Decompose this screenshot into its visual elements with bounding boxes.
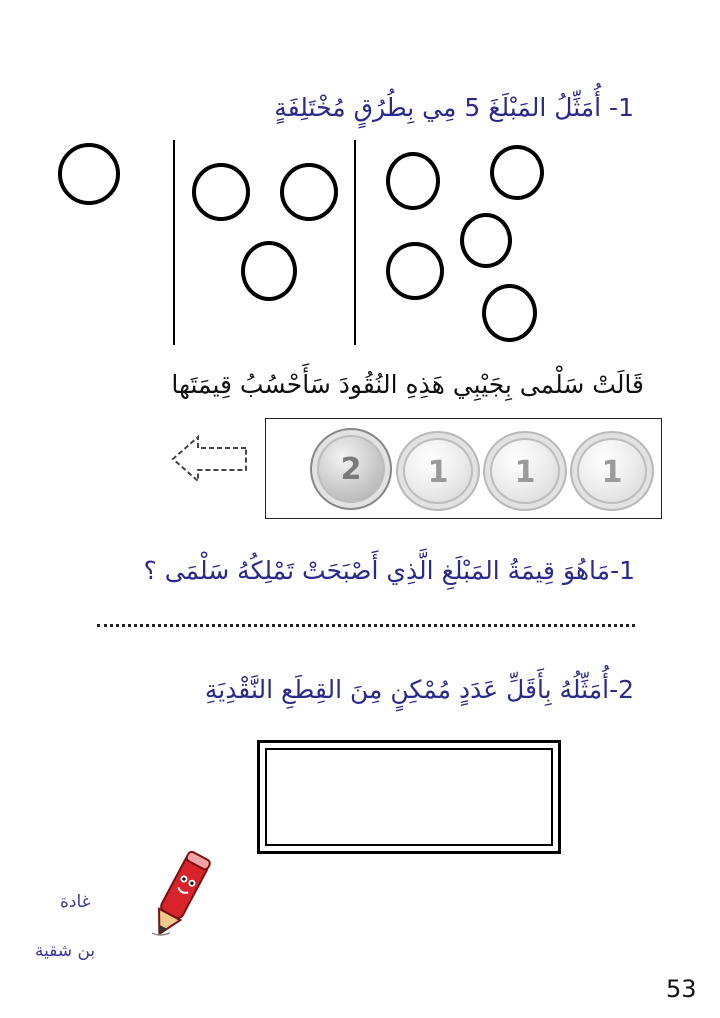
answer-box-inner bbox=[265, 748, 553, 846]
circle-shape bbox=[490, 145, 544, 200]
circle-shape bbox=[482, 284, 537, 342]
circle-shape bbox=[241, 241, 297, 301]
circle-shape bbox=[386, 152, 440, 210]
question-1-title: 1- أُمَثِّلُ المَبْلَغَ 5 مِي بِطُرُقٍ مُخْتَلِفَةٍ bbox=[274, 93, 634, 122]
pencil-icon bbox=[140, 845, 220, 945]
page-number: 53 bbox=[666, 975, 697, 1003]
question-2-title: 1-مَاهُوَ قِيمَةُ المَبْلَغِ الَّذِي أَصْبَحَتْ تَمْلِكُهُ سَلْمَى ؟ bbox=[143, 556, 635, 585]
coins-frame bbox=[265, 418, 662, 519]
coin-1 bbox=[570, 431, 654, 511]
author-first-name: غادة bbox=[60, 892, 91, 912]
coin-label: 1 bbox=[427, 455, 449, 490]
divider-line bbox=[173, 140, 175, 345]
arrow-left-icon bbox=[168, 433, 252, 485]
answer-dotted-line[interactable] bbox=[97, 624, 635, 627]
coin-2 bbox=[310, 428, 392, 510]
divider-line bbox=[354, 140, 356, 345]
question-3-title: 2-أُمَثِّلُهُ بِأَقَلِّ عَدَدٍ مُمْكِنٍ مِنَ القِطَعِ النَّقْدِيَةِ bbox=[204, 675, 634, 704]
circle-shape bbox=[192, 163, 250, 221]
circle-shape bbox=[280, 163, 338, 221]
circle-shape bbox=[460, 213, 512, 268]
circle-shape bbox=[386, 242, 444, 300]
coin-label: 2 bbox=[340, 452, 362, 487]
coin-label: 1 bbox=[601, 455, 623, 490]
author-last-name: بن شقية bbox=[35, 941, 96, 961]
circle-shape bbox=[58, 143, 120, 205]
coin-label: 1 bbox=[514, 455, 536, 490]
coin-1 bbox=[483, 431, 567, 511]
answer-box[interactable] bbox=[257, 740, 561, 854]
story-text: قَالَتْ سَلْمى بِجَيْبِي هَذِهِ النُقُودَ سَأَحْسُبُ قِيمَتَها bbox=[171, 370, 644, 399]
coin-1 bbox=[396, 431, 480, 511]
